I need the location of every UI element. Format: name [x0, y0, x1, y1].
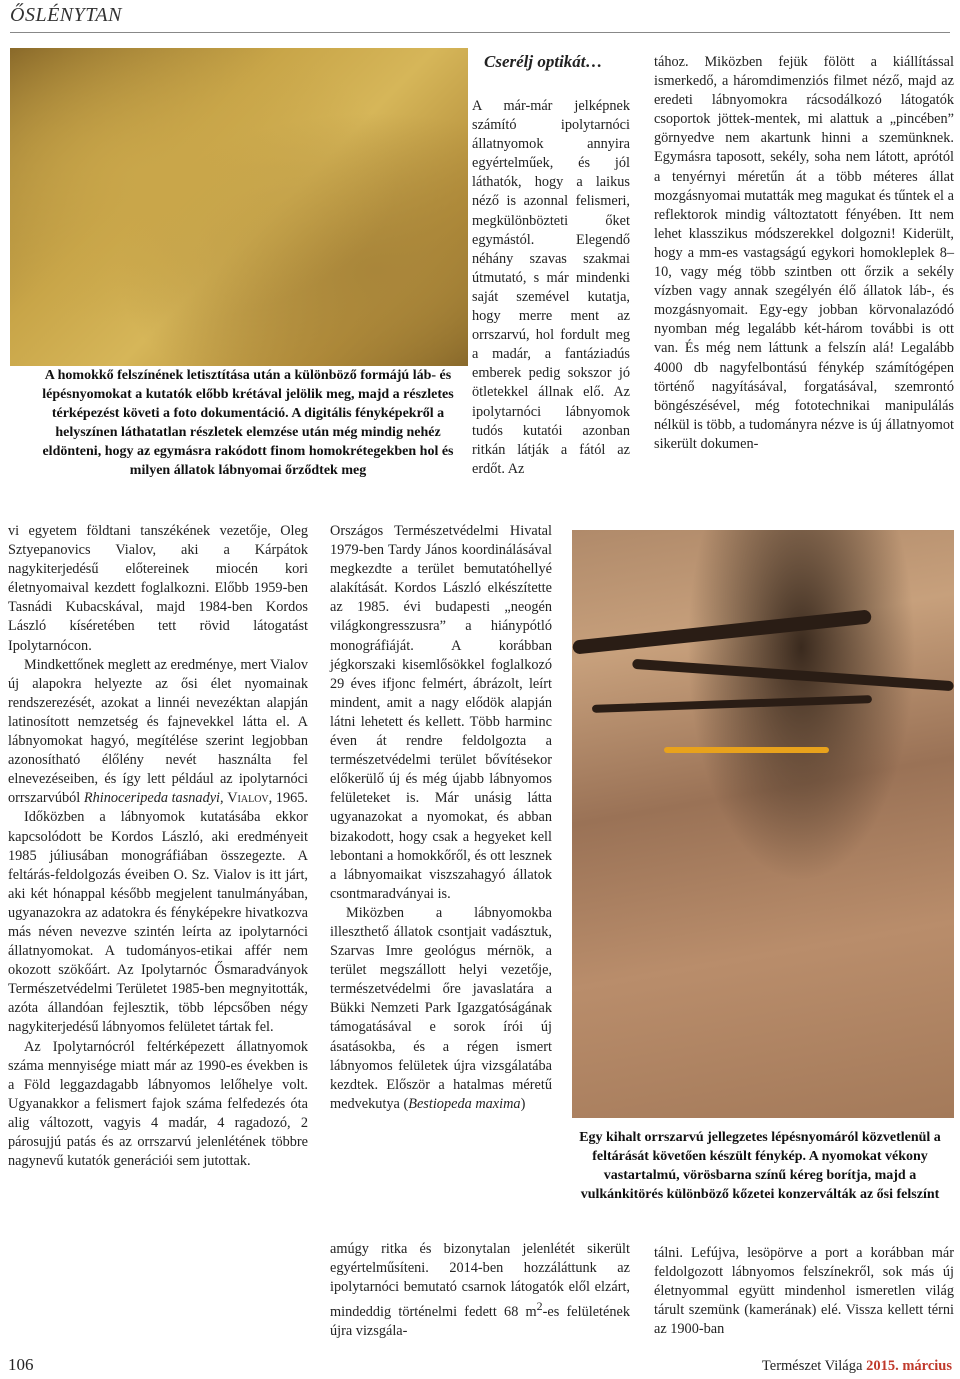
paragraph: tálni. Lefújva, lesöpörve a port a korábban már feldolgozott lábnyomos felszínekről, sok más új életnyommal együtt mindenhol ismeretlen világ tárult szemünk (kamerának) elé. Vissza kellett térni az 1900-ban — [654, 1245, 954, 1338]
top-photo-caption: A homokkő felszínének letisztítása után a különböző formájú láb- és lépésnyomokat a kutatók előbb krétával jelölik meg, majd a részletes térképezést követi a foto dokumentáció. A digitális fényképekről a helyszínen láthatatlan részletek elemzése után még mindig nehéz eldönteni, hogy az egymásra rakódott finom homokrétegekben hol és milyen állatok lábnyomai őrződtek meg — [42, 368, 454, 478]
paragraph: Miközben a lábnyomokba illeszthető állatok csontjait vadásztuk, Szarvas Imre geológus mérnök, a terület megszállott helyi vezetője, természetvédelmi őre javaslatára a Bükki Nemzeti Park Igazgatóságának támogatásával e sorok írói új ásatásokba, és a régen ismert lábnyomos felületek újra vizsgálatába kezdtek. Először a hatalmas méretű medvekutya (Bestiopeda maxima) — [330, 904, 552, 1112]
column-four — [654, 53, 954, 454]
paragraph: vi egyetem földtani tanszékének vezetője, Oleg Sztyepanovics Vialov, aki a Kárpátok nagykiterjedésű előtereinek miocén kori életnyomaival kezdett foglalkozni. Előbb 1959-ben Tasnádi Kubacskával, majd 1984-ben Kordos László kíséretében tett rövid látogatást Ipolytarnócon. — [8, 523, 308, 654]
paragraph: Országos Természetvédelmi Hivatal 1979-ben Tardy János koordinálásával megkezdte a terület bemutatóhellyé alakítását. Kordos László elkészítette az 1985. évi budapesti „neogén világkongresszusra” a hiánypótló monográfiáját. A korábban jégkorszaki kisemlősökkel foglalkozó 29 éves ifjonc felmért, ábrázolt, leírt mindent, amit a nagy elődök alapján látni lehetett és kellett. Több harminc éven át rendre feldolgozta a természetvédelmi terület bővítésekor előkerülő új és még újabb lábnyomos felületeket is. Már unásig látta ugyanazokat a nyomokat, és abban bizakodott, hogy csak a hegyeket kell lebontani a homokkőről, és ott lesznek a lábnyomaikat viszszahagyó állatok csontmaradványai is. — [330, 523, 552, 902]
section-header: ŐSLÉNYTAN — [10, 4, 122, 26]
column-one — [8, 522, 308, 1171]
rock-crack — [572, 609, 872, 654]
sidebar-column — [472, 97, 630, 479]
header-rule — [10, 32, 950, 33]
sidebar-title: Cserélj optikát… — [484, 52, 603, 71]
sandstone-surface-photo — [10, 48, 468, 366]
paragraph: tához. Miközben fejük fölött a kiállítással ismerkedő, a háromdimenziós filmet néző, majd az eredeti lábnyomokra rácsodálkozó látogatók csoportok jöttek-mentek, mi alattuk a „pincében” görnyedve nem akartunk hinni a szemünknek. Egymásra taposott, sekély, soha nem látott, aprótól a tenyérnyi méretűn át a több méteres állat mozgásnyomai mutatták meg magukat és tűntek el a reflektorok mindig változtatott fényében. Itt nem lehet klasszikus módszerekkel dolgozni! Kiderült, hogy a mm-es vastagságú egykori homokleplek 8–10, vagy még több szintben ott őrzik a sekély vízben vagy annak szegélyén élő állatok láb-, és mozgásnyomait. Egy-egy jobban körvonalazódó nyomban még legalább két-három további is ott van. És még nem láttunk a felszín alá! Legalább 4000 db nagyfelbontású fénykép számítógépen történő nagyításával, forgatásával, szemrontó böngészésével, még fototechnikai manipulálás nélkül is több, a tudományra nézve is új állatnyomot sikerült dokumen- — [654, 54, 954, 452]
paragraph: Időközben a lábnyomok kutatásába ekkor kapcsolódott be Kordos László, aki eredményeit 1985 júliusában monográfiában összegezte. A feltárás-feldolgozás éveiben O. Sz. Vialov is itt járt, aki két hónappal később megjelent tanulmányában, ugyanazokra az adatokra és fényképekre hivatkozva más néven nevezve szintén leírta az ipolytarnóci állatnyomokat. A tudományos-etikai affér nem okozott szökőárt. Az Ipolytarnóc Ősmaradványok Természetvédelmi Területet 1985-ben megnyitották, azóta állandóan fejlesztik, több lépcsőben négy nagykiterjedésű lábnyomos felületet tártak fel. — [8, 809, 308, 1036]
column-four-continued — [654, 1244, 954, 1339]
sidebar-paragraph: A már-már jelképnek számító ipolytarnóci állatnyomok annyira egyértelműek, és jól láthatók, hogy a laikus néző is azonnal felismeri, megkülönbözteti őket egymástól. Elegendő néhány szavas szakmai útmutató, s már mindenki saját szemével kutatja, hogy merre ment az orrszarvú, hol fordult meg a madár, a fantáziadús emberek pedig sokszor jó ötletekkel állnak elő. Az ipolytarnóci lábnyomok tudós kutatói azonban ritkán látják a fától az erdőt. Az — [472, 98, 630, 477]
column-two — [330, 522, 552, 1114]
magazine-name: Természet Világa — [761, 1358, 863, 1374]
paragraph: Az Ipolytarnócról feltérképezett állatnyomok száma mennyisége miatt már az 1990-es években is a Föld leggazdagabb lábnyomos lelőhelye volt. Ugyanakkor a felismert fajok száma felfedezés óta alig változott, vagyis 4 madár, 4 ragadozó, 2 párosujjú patás és az orrszarvú jelenlétének többre nagynevű kutatók generációi sem jutottak. — [8, 1038, 308, 1170]
issue-date: 2015. március — [866, 1358, 952, 1374]
rhino-footprint-photo — [572, 530, 954, 1118]
column-two-continued — [330, 1240, 630, 1341]
magazine-footer — [762, 1358, 952, 1375]
rock-crack — [632, 659, 954, 691]
rock-crack — [592, 695, 872, 713]
paragraph: amúgy ritka és bizonytalan jelenlétét sikerült egyértelműsíteni. 2014-ben hozzáláttunk az ipolytarnóci bemutató csarnok látogatók elől elzárt, mindeddig történelmi fedett 68 $m^2-es$ felületének újra vizsgála- — [330, 1241, 630, 1340]
scale-pen — [664, 747, 829, 753]
bottom-photo-caption: Egy kihalt orrszarvú jellegzetes lépésnyomáról közvetlenül a feltárását követően készült fénykép. A nyomokat vékony vastartalmú, vörösbarna színű kéreg borítja, majd a vulkánkitörés különböző kőzetei konzerválták az ősi felszínt — [579, 1130, 941, 1202]
page-number: 106 — [8, 1355, 34, 1374]
paragraph: Mindkettőnek meglett az eredménye, mert Vialov új alapokra helyezte az ősi élet nyomainak rendszerezését, azokat a linnéi nevezéktan alapján latinosított nemzetség és fajnevekkel látta el. A lábnyomokat hagyó, megítélése szerint legjobban azonosítható élőlény nevét használta fel elnevezéseiben, és így lett például az ipolytarnóci orrszarvúból Rhinoceripeda tasnadyi, Vialov, 1965. — [8, 656, 308, 807]
